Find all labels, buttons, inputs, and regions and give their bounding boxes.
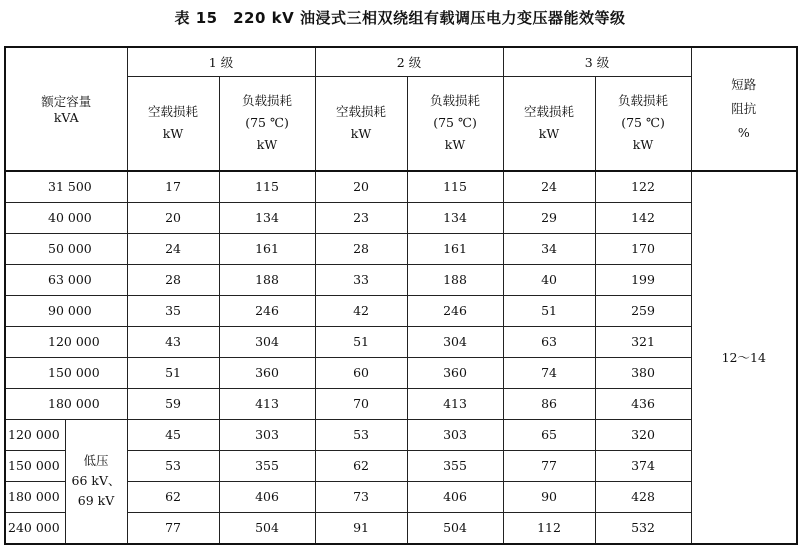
load-loss-header: 负载损耗 (75 ℃) kW	[219, 76, 315, 171]
capacity-header: 额定容量 kVA	[5, 47, 127, 171]
value-cell: 112	[503, 512, 595, 544]
value-cell: 199	[595, 264, 691, 295]
value-cell: 406	[407, 481, 503, 512]
grade-1-header: 1 级	[127, 47, 315, 76]
value-cell: 34	[503, 233, 595, 264]
value-cell: 304	[219, 326, 315, 357]
value-cell: 74	[503, 357, 595, 388]
table-row	[5, 388, 797, 419]
value-cell: 51	[503, 295, 595, 326]
load-loss-header: 负载损耗 (75 ℃) kW	[407, 76, 503, 171]
value-cell: 62	[127, 481, 219, 512]
value-cell: 91	[315, 512, 407, 544]
value-cell: 33	[315, 264, 407, 295]
capacity-cell: 63 000	[5, 264, 127, 295]
value-cell: 53	[127, 450, 219, 481]
value-cell: 53	[315, 419, 407, 450]
grade-2-header: 2 级	[315, 47, 503, 76]
value-cell: 51	[127, 357, 219, 388]
value-cell: 29	[503, 202, 595, 233]
value-cell: 65	[503, 419, 595, 450]
value-cell: 24	[127, 233, 219, 264]
grade-3-header: 3 级	[503, 47, 691, 76]
value-cell: 188	[407, 264, 503, 295]
value-cell: 320	[595, 419, 691, 450]
value-cell: 86	[503, 388, 595, 419]
value-cell: 161	[407, 233, 503, 264]
value-cell: 90	[503, 481, 595, 512]
value-cell: 24	[503, 171, 595, 203]
value-cell: 62	[315, 450, 407, 481]
low-voltage-label: 低压 66 kV、 69 kV	[65, 419, 127, 544]
no-load-loss-header: 空载损耗 kW	[127, 76, 219, 171]
value-cell: 73	[315, 481, 407, 512]
value-cell: 70	[315, 388, 407, 419]
value-cell: 45	[127, 419, 219, 450]
value-cell: 161	[219, 233, 315, 264]
table-title: 表 15 220 kV 油浸式三相双绕组有载调压电力变压器能效等级	[174, 9, 626, 27]
capacity-cell: 150 000	[5, 450, 65, 481]
value-cell: 188	[219, 264, 315, 295]
value-cell: 40	[503, 264, 595, 295]
table-row	[5, 202, 797, 233]
value-cell: 532	[595, 512, 691, 544]
capacity-cell: 180 000	[5, 388, 127, 419]
table-row	[5, 419, 797, 450]
value-cell: 142	[595, 202, 691, 233]
value-cell: 122	[595, 171, 691, 203]
value-cell: 23	[315, 202, 407, 233]
value-cell: 170	[595, 233, 691, 264]
value-cell: 28	[315, 233, 407, 264]
value-cell: 20	[315, 171, 407, 203]
value-cell: 321	[595, 326, 691, 357]
capacity-cell: 180 000	[5, 481, 65, 512]
impedance-value: 12～14	[691, 171, 797, 544]
value-cell: 504	[407, 512, 503, 544]
value-cell: 42	[315, 295, 407, 326]
value-cell: 413	[219, 388, 315, 419]
value-cell: 374	[595, 450, 691, 481]
capacity-cell: 150 000	[5, 357, 127, 388]
load-loss-header: 负载损耗 (75 ℃) kW	[595, 76, 691, 171]
grade-header-row	[5, 47, 797, 76]
capacity-cell: 31 500	[5, 171, 127, 203]
table-row	[5, 171, 797, 203]
value-cell: 413	[407, 388, 503, 419]
value-cell: 303	[407, 419, 503, 450]
value-cell: 428	[595, 481, 691, 512]
table-row	[5, 326, 797, 357]
value-cell: 59	[127, 388, 219, 419]
value-cell: 360	[407, 357, 503, 388]
capacity-cell: 120 000	[5, 419, 65, 450]
value-cell: 355	[407, 450, 503, 481]
no-load-loss-header: 空载损耗 kW	[315, 76, 407, 171]
value-cell: 17	[127, 171, 219, 203]
value-cell: 380	[595, 357, 691, 388]
value-cell: 259	[595, 295, 691, 326]
capacity-cell: 90 000	[5, 295, 127, 326]
value-cell: 246	[219, 295, 315, 326]
table-row	[5, 295, 797, 326]
no-load-loss-header: 空载损耗 kW	[503, 76, 595, 171]
table-row	[5, 357, 797, 388]
value-cell: 504	[219, 512, 315, 544]
value-cell: 63	[503, 326, 595, 357]
value-cell: 28	[127, 264, 219, 295]
value-cell: 246	[407, 295, 503, 326]
efficiency-table	[4, 46, 798, 545]
value-cell: 303	[219, 419, 315, 450]
table-row	[5, 264, 797, 295]
capacity-cell: 120 000	[5, 326, 127, 357]
value-cell: 35	[127, 295, 219, 326]
value-cell: 134	[219, 202, 315, 233]
table-row	[5, 233, 797, 264]
value-cell: 355	[219, 450, 315, 481]
capacity-cell: 50 000	[5, 233, 127, 264]
value-cell: 77	[503, 450, 595, 481]
value-cell: 406	[219, 481, 315, 512]
value-cell: 51	[315, 326, 407, 357]
value-cell: 20	[127, 202, 219, 233]
value-cell: 436	[595, 388, 691, 419]
value-cell: 115	[219, 171, 315, 203]
value-cell: 115	[407, 171, 503, 203]
capacity-cell: 40 000	[5, 202, 127, 233]
impedance-header: 短路 阻抗 %	[691, 47, 797, 171]
value-cell: 77	[127, 512, 219, 544]
capacity-cell: 240 000	[5, 512, 65, 544]
value-cell: 134	[407, 202, 503, 233]
value-cell: 60	[315, 357, 407, 388]
value-cell: 360	[219, 357, 315, 388]
value-cell: 43	[127, 326, 219, 357]
value-cell: 304	[407, 326, 503, 357]
